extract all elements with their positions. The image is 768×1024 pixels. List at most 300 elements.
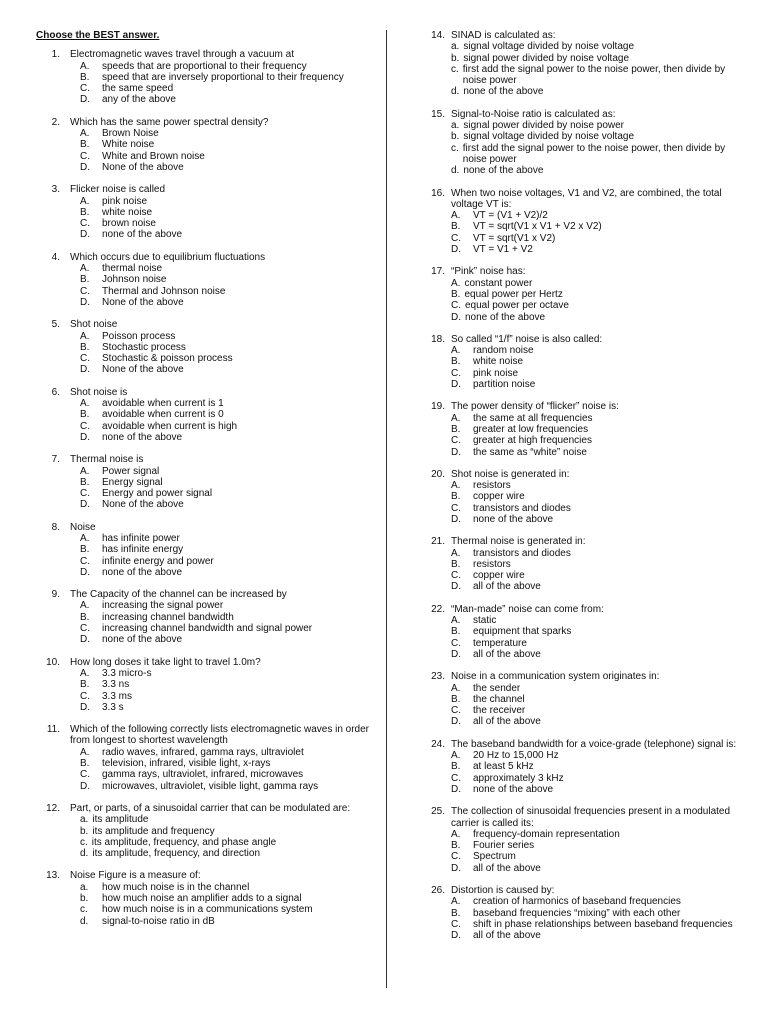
option-text: signal voltage divided by noise voltage [463, 41, 635, 53]
answer-option [80, 409, 381, 420]
option-text: White and Brown noise [102, 150, 205, 162]
option-text: random noise [473, 345, 534, 357]
option-letter: A. [80, 128, 90, 140]
option-letter: A. [80, 532, 90, 544]
answer-option [451, 503, 747, 514]
option-letter: B. [80, 139, 90, 151]
answer-options [427, 896, 747, 941]
option-letter: d. [80, 848, 89, 860]
option-letter: d. [80, 915, 89, 927]
option-letter: a. [451, 120, 460, 132]
option-letter: A. [80, 465, 90, 477]
question-text: How long doses it take light to travel 1.0m? [70, 656, 261, 668]
option-letter: D. [80, 701, 90, 713]
question-text: Part, or parts, of a sinusoidal carrier that can be modulated are: [70, 802, 351, 814]
answer-options [36, 747, 381, 792]
option-text: baseband frequencies “mixing” with each other [473, 907, 681, 919]
question-item [36, 724, 381, 792]
option-text: speed that are inversely proportional to their frequency [102, 71, 344, 83]
option-letter: A. [451, 277, 461, 289]
option-text: transistors and diodes [473, 502, 571, 514]
option-text: the same at all frequencies [473, 412, 593, 424]
option-letter: C. [451, 705, 461, 717]
option-text: copper wire [473, 491, 525, 503]
question-stem [427, 188, 747, 211]
option-text: none of the above [465, 311, 546, 323]
option-letter: a. [451, 41, 460, 53]
option-text: first add the signal power to the noise power, then divide by noise power [462, 142, 726, 165]
question-number: 24. [431, 738, 445, 750]
question-item [36, 387, 381, 443]
option-text: none of the above [102, 566, 183, 578]
option-letter: A. [80, 746, 90, 758]
option-text: Thermal and Johnson noise [102, 285, 226, 297]
question-stem [427, 109, 747, 120]
option-text: equal power per Hertz [464, 288, 563, 300]
option-letter: c. [451, 142, 459, 154]
question-item [36, 319, 381, 375]
option-letter: C. [80, 623, 90, 635]
question-stem [427, 739, 747, 750]
option-letter: b. [451, 131, 460, 143]
option-text: Power signal [102, 465, 160, 477]
option-letter: C. [451, 772, 461, 784]
question-number: 21. [431, 536, 445, 548]
question-item [427, 806, 747, 874]
option-letter: C. [451, 570, 461, 582]
option-text: equipment that sparks [473, 626, 572, 638]
option-letter: A. [80, 330, 90, 342]
answer-option [80, 207, 381, 218]
answer-option [80, 499, 381, 510]
answer-options [36, 331, 381, 376]
question-number: 19. [431, 401, 445, 413]
option-text: creation of harmonics of baseband frequencies [473, 896, 681, 908]
option-text: none of the above [463, 165, 544, 177]
answer-options [36, 61, 381, 106]
option-text: how much noise is in the channel [102, 881, 250, 893]
option-text: signal voltage divided by noise voltage [463, 131, 635, 143]
answer-options [36, 600, 381, 645]
question-text: The baseband bandwidth for a voice-grade (telephone) signal is: [451, 738, 737, 750]
question-stem [36, 870, 381, 881]
option-text: VT = sqrt(V1 x V2) [473, 232, 556, 244]
question-stem [427, 401, 747, 412]
option-letter: B. [80, 476, 90, 488]
question-item [36, 803, 381, 859]
option-text: all of the above [473, 648, 541, 660]
option-text: None of the above [102, 161, 184, 173]
question-item [427, 739, 747, 795]
option-text: None of the above [102, 364, 184, 376]
answer-option [80, 544, 381, 555]
option-letter: D. [451, 379, 461, 391]
answer-option [451, 559, 747, 570]
question-item [36, 49, 381, 105]
option-letter: B. [451, 840, 461, 852]
option-letter: D. [451, 716, 461, 728]
question-stem [36, 319, 381, 330]
question-number: 18. [431, 333, 445, 345]
question-number: 23. [431, 671, 445, 683]
question-number: 4. [51, 251, 60, 263]
option-text: none of the above [102, 229, 183, 241]
answer-option [80, 83, 381, 94]
question-stem [36, 657, 381, 668]
question-text: “Pink” noise has: [451, 266, 526, 278]
option-text: temperature [473, 637, 527, 649]
option-text: Energy and power signal [102, 488, 213, 500]
question-text: Thermal noise is generated in: [451, 536, 586, 548]
option-text: 20 Hz to 15,000 Hz [473, 750, 559, 762]
answer-option [80, 94, 381, 105]
option-letter: C. [80, 555, 90, 567]
question-stem [427, 536, 747, 547]
option-text: 3.3 ms [102, 690, 133, 702]
answer-option [451, 514, 747, 525]
answer-option [80, 342, 381, 353]
answer-option [80, 139, 381, 150]
option-letter: A. [451, 480, 461, 492]
answer-option [451, 447, 747, 458]
option-letter: A. [451, 412, 461, 424]
option-text: constant power [464, 277, 533, 289]
option-text: its amplitude and frequency [92, 825, 215, 837]
option-text: white noise [473, 356, 524, 368]
question-text: Thermal noise is [70, 454, 144, 466]
option-text: all of the above [473, 862, 541, 874]
answer-option [80, 600, 381, 611]
answer-options [36, 196, 381, 241]
answer-option [80, 826, 381, 837]
answer-option [451, 64, 747, 87]
option-text: None of the above [102, 499, 184, 511]
answer-option [451, 626, 747, 637]
question-item [36, 117, 381, 173]
question-number: 14. [431, 30, 445, 41]
answer-options [36, 128, 381, 173]
option-text: the receiver [473, 705, 526, 717]
answer-option [80, 162, 381, 173]
question-text: Which of the following correctly lists electromagnetic waves in order from longest to shortest wavelength [70, 724, 370, 747]
question-number: 15. [431, 108, 445, 120]
question-stem [427, 30, 747, 41]
question-item [36, 589, 381, 645]
question-text: Electromagnetic waves travel through a vacuum at [70, 49, 294, 61]
question-stem [427, 806, 747, 829]
answer-options [427, 750, 747, 795]
option-text: the same speed [102, 83, 174, 95]
question-text: Shot noise [70, 319, 118, 331]
question-item [36, 454, 381, 510]
option-letter: C. [451, 502, 461, 514]
option-letter: A. [80, 263, 90, 275]
option-text: None of the above [102, 296, 184, 308]
option-text: its amplitude, frequency, and direction [92, 848, 261, 860]
option-text: white noise [102, 206, 153, 218]
right-column [427, 30, 747, 952]
option-letter: D. [80, 634, 90, 646]
answer-option [451, 840, 747, 851]
answer-option [451, 919, 747, 930]
option-text: first add the signal power to the noise power, then divide by noise power [462, 63, 726, 87]
option-letter: a. [80, 814, 89, 826]
question-text: Which has the same power spectral density? [70, 116, 269, 128]
option-letter: D. [80, 431, 90, 443]
answer-option [451, 896, 747, 907]
option-text: brown noise [102, 218, 156, 230]
option-letter: B. [80, 758, 90, 770]
option-letter: B. [451, 761, 461, 773]
answer-option [451, 210, 747, 221]
option-text: Spectrum [473, 851, 516, 863]
answer-option [451, 615, 747, 626]
answer-option [451, 638, 747, 649]
question-stem [427, 604, 747, 615]
option-letter: B. [451, 907, 461, 919]
answer-options [36, 533, 381, 578]
question-stem [427, 885, 747, 896]
answer-option [80, 691, 381, 702]
option-letter: B. [451, 491, 461, 503]
option-letter: D. [80, 229, 90, 241]
answer-option [80, 668, 381, 679]
answer-options [427, 413, 747, 458]
option-text: VT = (V1 + V2)/2 [473, 210, 548, 222]
option-letter: B. [451, 423, 461, 435]
option-letter: A. [80, 667, 90, 679]
answer-option [80, 398, 381, 409]
answer-option [451, 480, 747, 491]
answer-option [451, 413, 747, 424]
option-letter: B. [80, 71, 90, 83]
option-letter: D. [80, 780, 90, 792]
question-number: 3. [51, 184, 60, 196]
question-number: 1. [51, 49, 60, 61]
question-item [36, 522, 381, 578]
answer-option [451, 233, 747, 244]
option-text: avoidable when current is high [102, 420, 238, 432]
answer-option [451, 345, 747, 356]
option-letter: d. [451, 165, 460, 177]
question-text: The power density of “flicker” noise is: [451, 401, 619, 413]
answer-options [427, 345, 747, 390]
answer-option [80, 747, 381, 758]
option-letter: A. [80, 60, 90, 72]
answer-options [427, 615, 747, 660]
answer-option [80, 679, 381, 690]
option-text: transistors and diodes [473, 547, 571, 559]
question-number: 13. [46, 870, 60, 882]
answer-options [427, 829, 747, 874]
answer-option [451, 356, 747, 367]
answer-option [451, 312, 747, 323]
question-text: Shot noise is [70, 386, 128, 398]
question-text: The collection of sinusoidal frequencies present in a modulated carrier is called its: [451, 806, 731, 829]
answer-option [80, 229, 381, 240]
question-text: When two noise voltages, V1 and V2, are combined, the total voltage VT is: [451, 187, 722, 210]
option-text: Johnson noise [102, 274, 167, 286]
option-letter: C. [451, 918, 461, 930]
answer-option [451, 863, 747, 874]
option-letter: D. [80, 94, 90, 106]
question-text: SINAD is calculated as: [451, 30, 556, 41]
option-text: gamma rays, ultraviolet, infrared, microwaves [102, 769, 304, 781]
answer-option [80, 567, 381, 578]
option-text: its amplitude, frequency, and phase angle [91, 836, 277, 848]
answer-option [80, 72, 381, 83]
answer-option [451, 750, 747, 761]
question-text: Noise [70, 521, 96, 533]
answer-option [451, 244, 747, 255]
answer-option [80, 623, 381, 634]
option-letter: C. [80, 218, 90, 230]
question-stem [36, 724, 381, 747]
option-letter: C. [80, 769, 90, 781]
option-text: Fourier series [473, 840, 535, 852]
answer-option [451, 829, 747, 840]
option-text: none of the above [102, 634, 183, 646]
option-text: has infinite energy [102, 544, 184, 556]
option-letter: D. [80, 566, 90, 578]
option-text: Poisson process [102, 330, 176, 342]
answer-options [427, 548, 747, 593]
right-question-list [427, 30, 747, 941]
option-letter: A. [80, 600, 90, 612]
left-column [36, 30, 381, 938]
question-item [427, 885, 747, 941]
option-text: increasing channel bandwidth and signal power [102, 623, 313, 635]
answer-options [36, 263, 381, 308]
option-letter: C. [451, 435, 461, 447]
question-stem [36, 184, 381, 195]
question-text: So called “1/f” noise is also called: [451, 333, 603, 345]
answer-option [80, 151, 381, 162]
question-item [427, 536, 747, 592]
option-text: avoidable when current is 0 [102, 409, 224, 421]
answer-option [451, 761, 747, 772]
question-text: Shot noise is generated in: [451, 468, 570, 480]
question-item [36, 657, 381, 713]
answer-option [451, 86, 747, 97]
option-letter: C. [80, 353, 90, 365]
option-text: the sender [473, 682, 521, 694]
option-text: all of the above [473, 930, 541, 942]
answer-option [451, 368, 747, 379]
option-text: copper wire [473, 570, 525, 582]
option-text: Stochastic & poisson process [102, 353, 233, 365]
option-letter: C. [80, 83, 90, 95]
option-text: 3.3 s [102, 701, 124, 713]
question-stem [36, 589, 381, 600]
answer-option [80, 286, 381, 297]
answer-options [36, 882, 381, 927]
option-letter: C. [80, 285, 90, 297]
option-letter: A. [451, 345, 461, 357]
answer-option [80, 814, 381, 825]
option-letter: A. [451, 750, 461, 762]
answer-options [427, 120, 747, 176]
option-letter: D. [451, 581, 461, 593]
answer-option [451, 424, 747, 435]
question-number: 16. [431, 187, 445, 199]
option-text: greater at low frequencies [473, 423, 589, 435]
option-letter: C. [80, 690, 90, 702]
answer-option [80, 432, 381, 443]
option-text: television, infrared, visible light, x-rays [102, 758, 271, 770]
option-text: radio waves, infrared, gamma rays, ultraviolet [102, 746, 304, 758]
option-letter: A. [80, 398, 90, 410]
answer-option [451, 694, 747, 705]
answer-option [80, 904, 381, 915]
option-letter: C. [451, 851, 461, 863]
question-text: Noise in a communication system originates in: [451, 671, 660, 683]
option-letter: B. [80, 341, 90, 353]
option-text: 3.3 micro-s [102, 667, 152, 679]
option-letter: b. [80, 825, 89, 837]
answer-option [451, 131, 747, 142]
option-text: resistors [473, 480, 511, 492]
answer-option [80, 848, 381, 859]
option-letter: B. [451, 221, 461, 233]
question-number: 12. [46, 802, 60, 814]
answer-option [80, 364, 381, 375]
option-text: how much noise is in a communications system [102, 904, 313, 916]
option-text: thermal noise [102, 263, 163, 275]
answer-option [80, 128, 381, 139]
question-number: 9. [51, 589, 60, 601]
option-letter: D. [451, 783, 461, 795]
question-item [36, 184, 381, 240]
question-text: Noise Figure is a measure of: [70, 870, 201, 882]
option-text: shift in phase relationships between baseband frequencies [473, 918, 733, 930]
option-text: its amplitude [92, 814, 149, 826]
answer-option [451, 379, 747, 390]
answer-option [451, 289, 747, 300]
answer-option [451, 930, 747, 941]
question-number: 11. [46, 724, 60, 736]
option-letter: A. [451, 682, 461, 694]
question-text: The Capacity of the channel can be increased by [70, 589, 287, 601]
option-letter: D. [451, 446, 461, 458]
option-letter: D. [80, 364, 90, 376]
option-letter: C. [451, 300, 461, 312]
option-text: the same as “white” noise [473, 446, 587, 458]
option-letter: b. [80, 893, 89, 904]
question-stem [427, 334, 747, 345]
instructions-heading: Choose the BEST answer. [36, 30, 160, 41]
option-letter: D. [80, 499, 90, 511]
question-number: 7. [51, 454, 60, 466]
option-text: any of the above [102, 94, 176, 106]
option-text: 3.3 ns [102, 679, 130, 691]
answer-option [80, 916, 381, 927]
option-letter: B. [80, 544, 90, 556]
question-item [427, 266, 747, 322]
option-letter: D. [451, 311, 461, 323]
option-letter: D. [451, 648, 461, 660]
question-stem [36, 522, 381, 533]
question-text: Flicker noise is called [70, 184, 166, 196]
option-letter: C. [451, 367, 461, 379]
option-letter: c. [451, 63, 459, 75]
option-letter: A. [451, 828, 461, 840]
option-text: increasing channel bandwidth [102, 611, 234, 623]
answer-option [80, 781, 381, 792]
option-letter: B. [80, 679, 90, 691]
option-text: partition noise [473, 379, 536, 391]
answer-option [80, 837, 381, 848]
